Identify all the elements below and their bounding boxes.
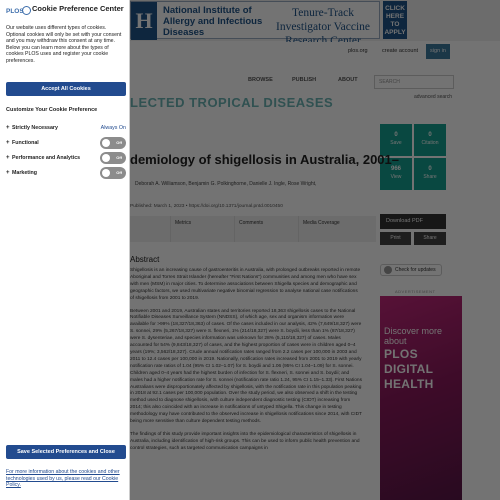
category-performance-analytics[interactable]: + Performance and Analytics Off <box>6 154 126 164</box>
plos-logo: PLOS <box>6 8 24 15</box>
customize-heading: Customize Your Cookie Preference <box>6 107 98 113</box>
toggle-knob <box>102 169 110 177</box>
save-preferences-button[interactable]: Save Selected Preferences and Close <box>6 445 126 459</box>
category-marketing[interactable]: + Marketing Off <box>6 169 126 179</box>
always-on-label: Always On <box>100 125 126 131</box>
expand-plus-icon[interactable]: + <box>6 170 10 176</box>
category-functional[interactable]: + Functional Off <box>6 139 126 149</box>
functional-toggle[interactable]: Off <box>100 137 126 149</box>
expand-plus-icon[interactable]: + <box>6 125 10 131</box>
performance-toggle[interactable]: Off <box>100 152 126 164</box>
cookie-title: Cookie Preference Center <box>32 4 124 13</box>
toggle-knob <box>102 139 110 147</box>
cookie-policy-link[interactable]: For more information about the cookies and other technologies used by us, please read our Cookie Policy. <box>6 469 120 489</box>
marketing-toggle[interactable]: Off <box>100 167 126 179</box>
cookie-description: Our website uses different types of cookies. Optional cookies will only be set with your consent and you may withdraw this consent at any time. Below you can learn more about the types of cookies PLOS uses and register your cookie preferences. <box>6 25 122 64</box>
expand-plus-icon[interactable]: + <box>6 155 10 161</box>
expand-plus-icon[interactable]: + <box>6 140 10 146</box>
toggle-knob <box>102 154 110 162</box>
accept-all-cookies-button[interactable]: Accept All Cookies <box>6 82 126 96</box>
cookie-preference-center <box>0 0 130 500</box>
plos-logo-icon <box>22 6 31 15</box>
category-strictly-necessary[interactable]: + Strictly Necessary Always On <box>6 125 126 131</box>
cookie-header <box>6 5 126 25</box>
